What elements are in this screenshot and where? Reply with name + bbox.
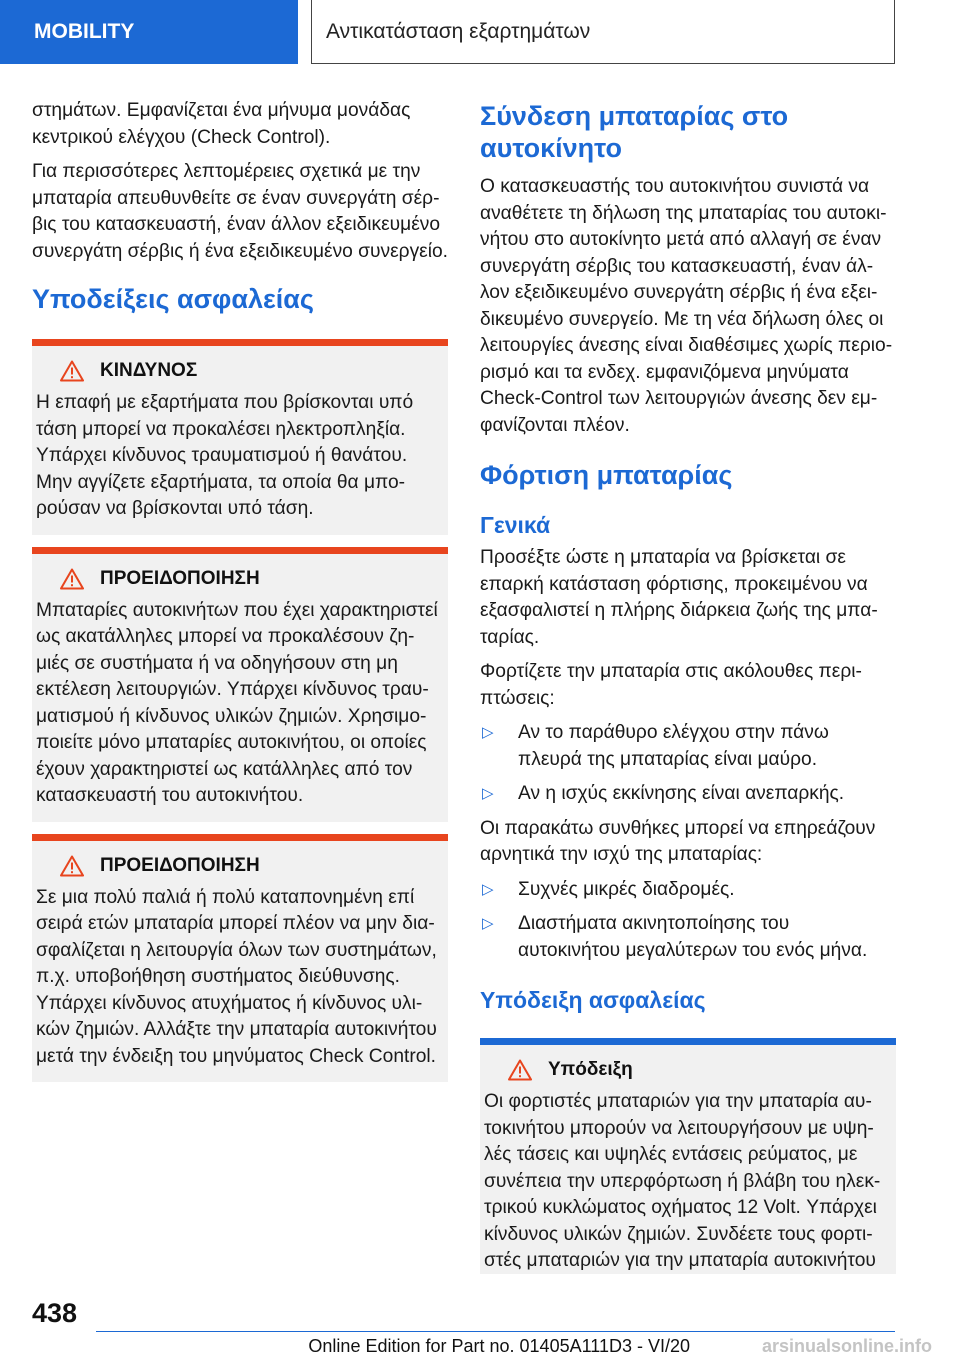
notice-title: [60, 568, 448, 590]
edition-info: Online Edition for Part no. 01405A111D3 - VI/20: [308, 1336, 690, 1356]
triangle-bullet-icon: ▷: [482, 880, 494, 898]
list-item-text: Αν το παράθυρο ελέγχου στην πάνω πλευρά της μπαταρίας είναι μαύρο.: [518, 722, 829, 770]
notice-text: Μπαταρίες αυτοκινήτων που έχει χαρακτηριστεί ως ακατάλληλες μπορεί να προκαλέσουν ζημιές σε συστήματα ή να οδηγήσουν στη μη εκτέλεση λειτουργιών. Υπάρχει κίνδυνος τραυματισμού ή κίνδυνος υλικών ζημιών. Χρησιμοποιείτε μόνο μπαταρίες αυτοκινήτου, οι οποίες έχουν χαρακτηριστεί ως κατάλληλες από τον κατασκευαστή του αυτοκινήτου.: [36, 599, 438, 806]
warning-notice-1: [32, 547, 448, 822]
connect-battery-text: Ο κατασκευαστής του αυτοκινήτου συνιστά να αναθέτετε τη δήλωση της μπαταρίας του αυτοκινήτου στο αυτοκίνητο μετά από αλλαγή σε έναν συνεργάτη σέρβις του κατασκευαστή, έναν άλλον εξειδικευμένο συνεργάτη σέρβις ή ένα εξειδικευμένο συνεργείο. Με τη νέα δήλωση όλες οι λειτουργίες άνεσης είναι διαθέσιμες χωρίς περιορισμό και τα ενδεχ. εμφανιζόμενα μηνύματα Check-Control των λειτουργιών άνεσης δεν εμφανίζονται πλέον.: [480, 176, 893, 436]
warning-triangle-icon: [60, 568, 84, 590]
connect-battery-heading: Σύνδεση μπαταρίας στο αυτοκίνητο: [480, 101, 789, 163]
warning-triangle-icon: [60, 855, 84, 877]
chapter-title: Αντικατάσταση εξαρτημάτων: [326, 19, 591, 43]
watermark: arsinualsonline.info: [761, 1336, 932, 1356]
notice-title-text: ΠΡΟΕΙΔΟΠΟΙΗΣΗ: [100, 854, 260, 876]
section-tab: [0, 0, 298, 64]
list-item-text: Συχνές μικρές διαδρομές.: [518, 878, 735, 900]
left-column: [32, 98, 448, 1082]
notice-text: Οι φορτιστές μπαταριών για την μπαταρία αυτοκινήτου μπορούν να λειτουργήσουν με υψηλές τάσεις και υψηλές εντάσεις ρεύματος, με συνέπεια την υπερφόρτωση ή βλάβη του ηλεκτρικού κυκλώματος οχήματος 12 Volt. Υπάρχει κίνδυνος υλικών ζημιών. Συνδέετε τους φορτιστές μπαταριών για την μπαταρία αυτοκινήτου: [484, 1091, 881, 1271]
list-item: [480, 877, 896, 904]
notice-title: [60, 855, 448, 877]
conditions-paragraph: Οι παρακάτω συνθήκες μπορεί να επηρεάζουν αρνητικά την ισχύ της μπαταρίας:: [480, 817, 876, 865]
safety-note-heading: Υπόδειξη ασφαλείας: [480, 987, 706, 1013]
notice-text: Σε μια πολύ παλιά ή πολύ καταπονημένη επί σειρά ετών μπαταρία μπορεί πλέον να μην διασφαλίζεται η λειτουργία όλων των συστημάτων, π.χ. υποβοήθηση συστήματος διεύθυνσης. Υπάρχει κίνδυνος ατυχήματος ή κίνδυνος υλικών ζημιών. Αλλάξτε την μπαταρία αυτοκινήτου μετά την ένδειξη του μηνύματος Check Control.: [36, 886, 437, 1067]
list-item: [480, 911, 896, 964]
right-column: [480, 100, 896, 1274]
safety-heading: Υποδείξεις ασφαλείας: [32, 284, 314, 314]
footer-divider: [96, 1331, 895, 1332]
intro-paragraph-2: Για περισσότερες λεπτομέρειες σχετικά με την μπαταρία απευθυνθείτε σε έναν συνεργάτη σέρβις του κατασκευαστή, έναν άλλον εξειδικευμένο συνεργάτη σέρβις ή ένα εξειδικευμένο συνεργείο.: [32, 161, 448, 262]
list-item-text: Αν η ισχύς εκκίνησης είναι ανεπαρκής.: [518, 783, 845, 804]
list-item: [480, 720, 896, 773]
general-paragraph-2: Φορτίζετε την μπαταρία στις ακόλουθες περιπτώσεις:: [480, 661, 862, 709]
notice-title: [508, 1059, 896, 1081]
intro-paragraph-1: στημάτων. Εμφανίζεται ένα μήνυμα μονάδας κεντρικού ελέγχου (Check Control).: [32, 100, 411, 148]
notice-title: [60, 360, 448, 382]
triangle-bullet-icon: ▷: [482, 724, 494, 741]
triangle-bullet-icon: ▷: [482, 915, 494, 932]
notice-title-text: ΚΙΝΔΥΝΟΣ: [100, 360, 198, 381]
notice-text: Η επαφή με εξαρτήματα που βρίσκονται υπό τάση μπορεί να προκαλέσει ηλεκτροπληξία. Υπάρχει κίνδυνος τραυματισμού ή θανάτου. Μην αγγίζετε εξαρτήματα, τα οποία θα μπορούσαν να βρίσκονται υπό τάση.: [36, 392, 414, 519]
triangle-bullet-icon: ▷: [482, 785, 494, 802]
page-number: 438: [32, 1298, 78, 1328]
notice-title-text: Υπόδειξη: [548, 1059, 633, 1080]
chapter-header: [311, 0, 895, 64]
notice-title-text: ΠΡΟΕΙΔΟΠΟΙΗΣΗ: [100, 567, 260, 589]
list-item-text: Διαστήματα ακινητοποίησης του αυτοκινήτου μεγαλύτερων του ενός μήνα.: [518, 913, 868, 961]
list-item: [480, 781, 896, 808]
danger-notice: [32, 339, 448, 535]
section-title: MOBILITY: [34, 20, 135, 43]
warning-notice-2: [32, 834, 448, 1083]
general-heading: Γενικά: [480, 512, 551, 538]
warning-triangle-icon: [60, 360, 84, 382]
safety-notice: [480, 1038, 896, 1274]
warning-triangle-icon: [508, 1059, 532, 1081]
general-paragraph-1: Προσέξτε ώστε η μπαταρία να βρίσκεται σε επαρκή κατάσταση φόρτισης, προκειμένου να εξασφαλιστεί η πλήρης διάρκεια ζωής της μπαταρίας.: [480, 547, 878, 648]
charge-battery-heading: Φόρτιση μπαταρίας: [480, 460, 733, 490]
